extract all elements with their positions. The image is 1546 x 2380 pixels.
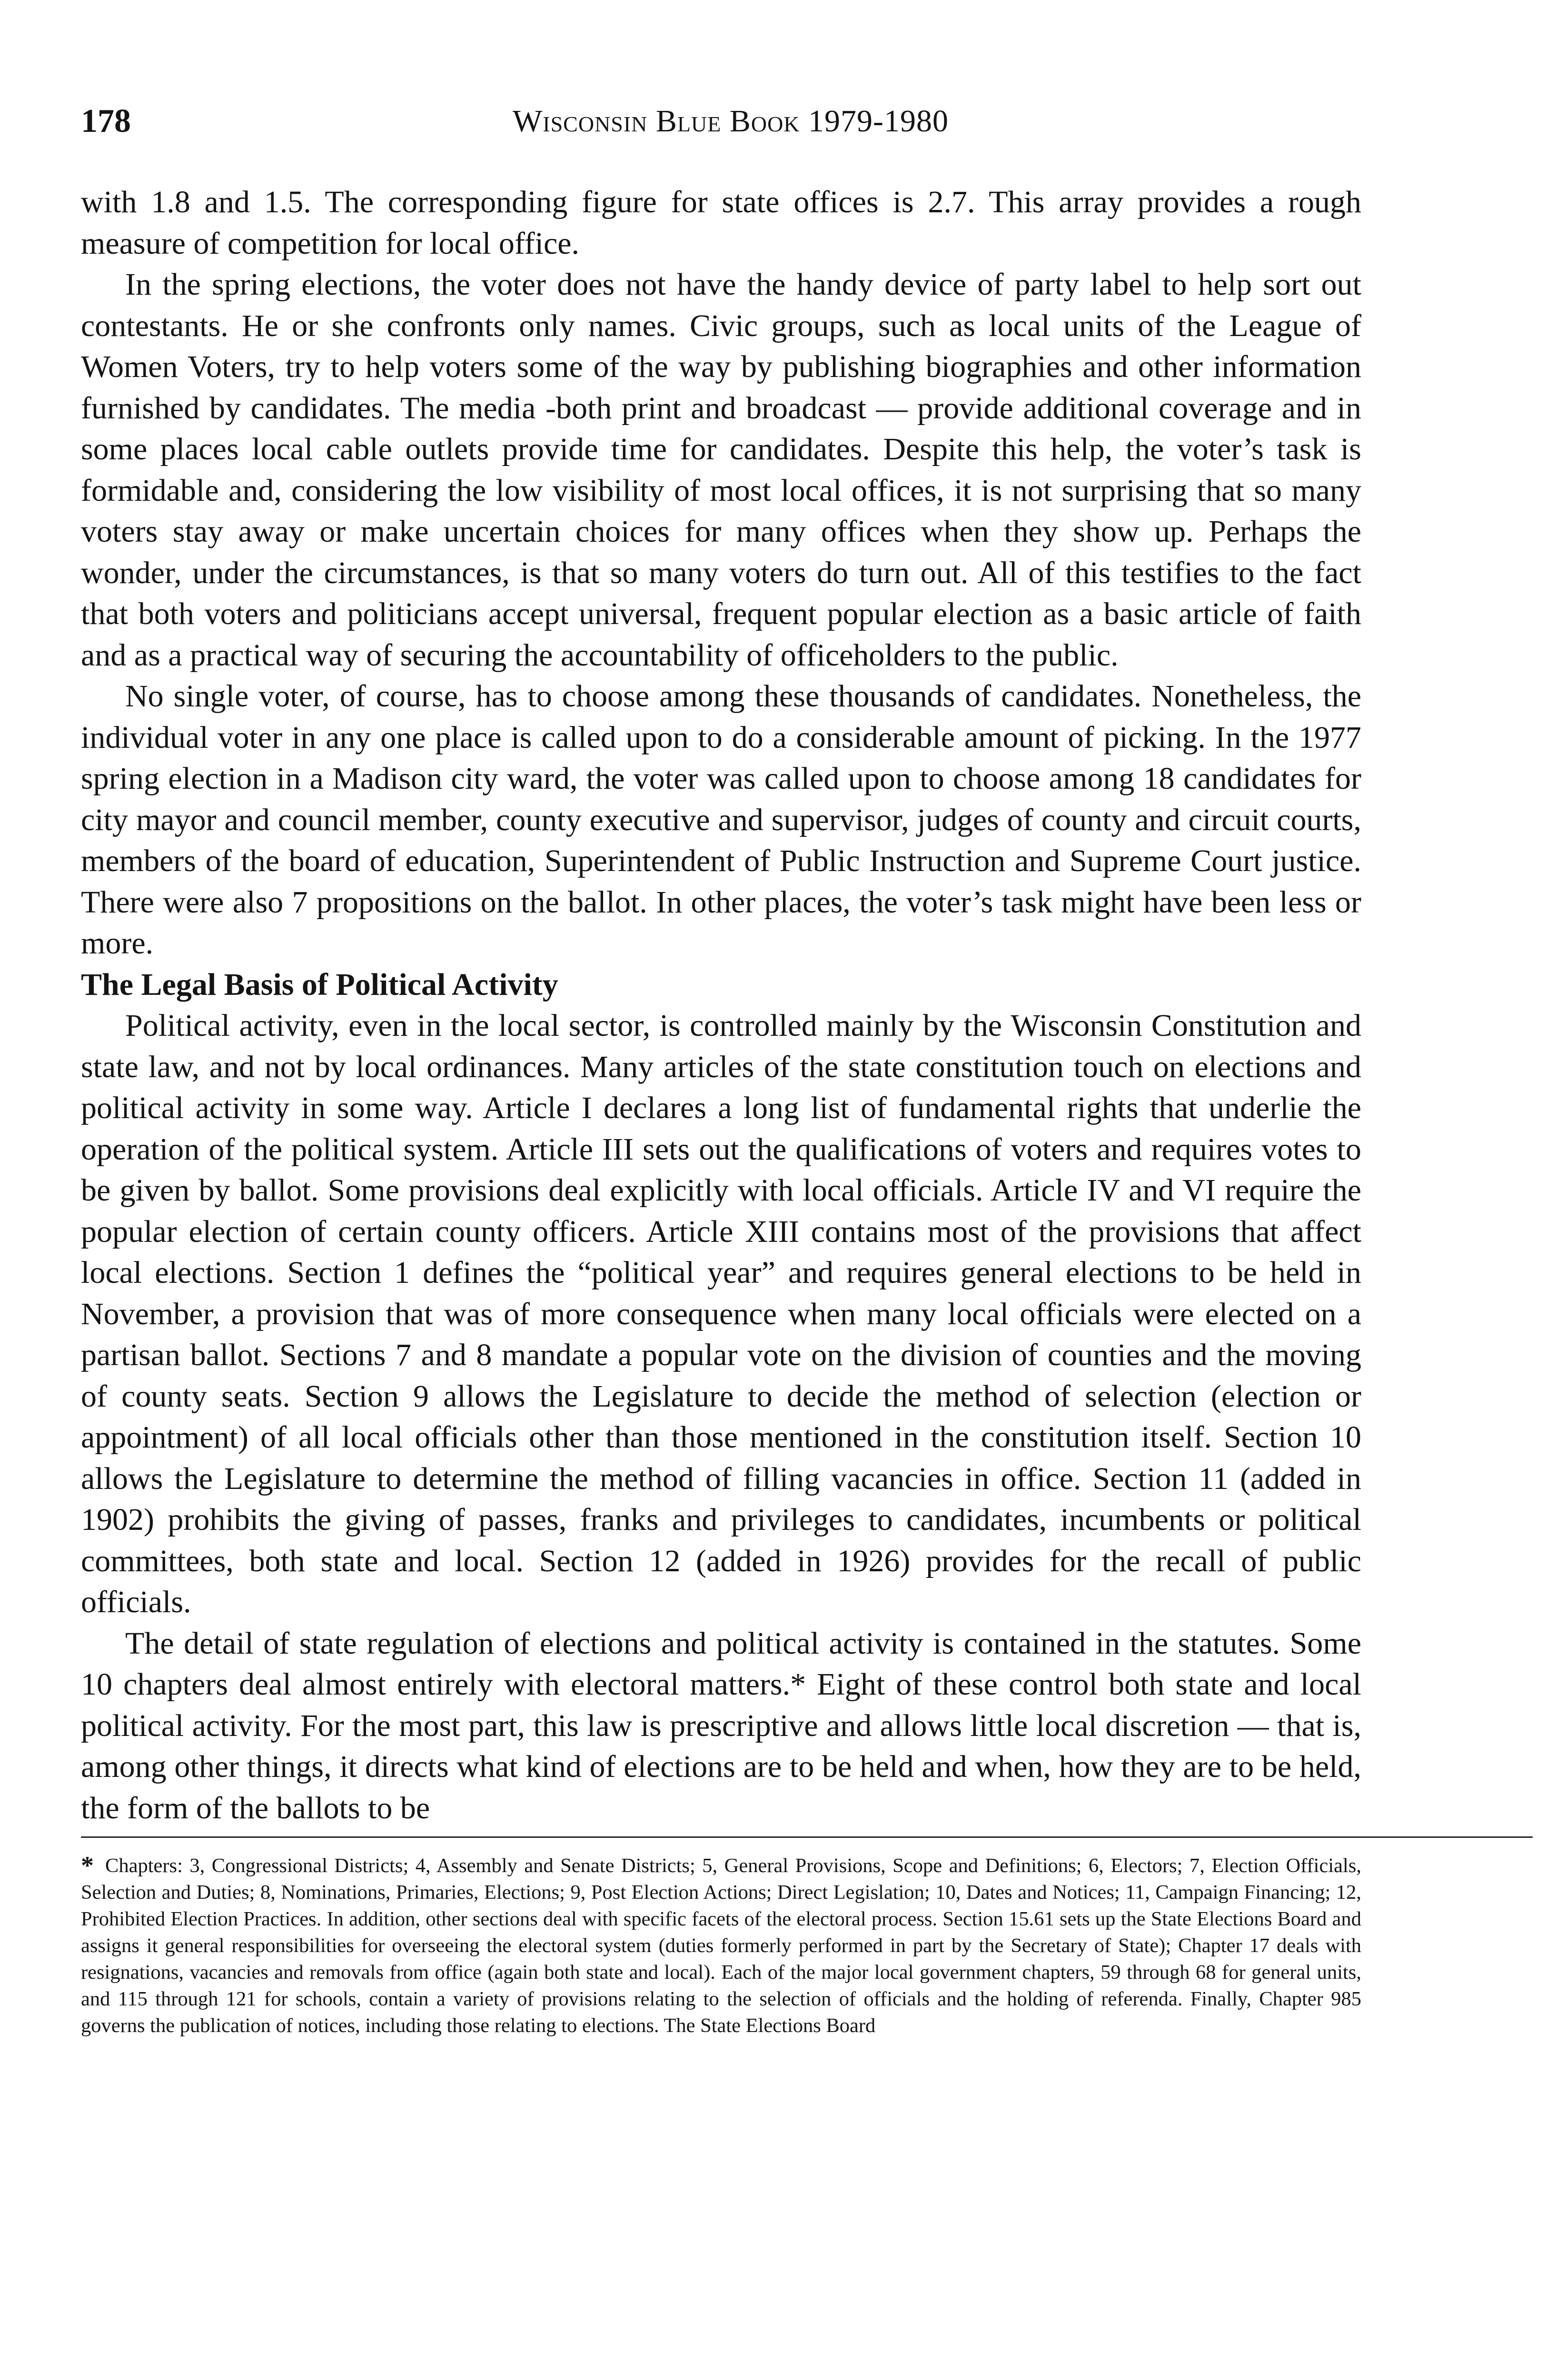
footnote xyxy=(81,1852,1361,2039)
running-title: Wisconsin Blue Book 1979-1980 xyxy=(512,104,949,139)
book-page xyxy=(81,95,1361,2039)
section-heading: The Legal Basis of Political Activity xyxy=(81,967,558,1002)
running-header xyxy=(81,95,1361,148)
footnote-marker: * xyxy=(81,1851,94,1880)
footnote-text: Chapters: 3, Congressional Districts; 4, Assembly and Senate Districts; 5, General Provisions, Scope and Definitions; 6, Electors; 7, Election Officials, Selection and Duties; 8, Nominations, Primaries, Elections; 9, Post Election Actions; Direct Legislation; 10, Dates and Notices; 11, Campaign Financing; 12, Prohibited Election Practices. In addition, other sections deal with specific facets of the electoral process. Section 15.61 sets up the State Elections Board and assigns it general responsibilities for overseeing the electoral system (duties formerly performed in part by the Secretary of State); Chapter 17 deals with resignations, vacancies and removals from office (again both state and local). Each of the major local government chapters, 59 through 68 for general units, and 115 through 121 for schools, contain a variety of provisions relating to the selection of officials and the holding of referenda. Finally, Chapter 985 governs the publication of notices, including those relating to elections. The State Elections Board xyxy=(81,1854,1361,2037)
paragraph-spring-elections: In the spring elections, the voter does not have the handy device of party label to help sort out contestants. He or she confronts only names. Civic groups, such as local units of the League of Women Voters, try to help voters some of the way by publishing biographies and other information furnished by candidates. The media -both print and broadcast — provide additional coverage and in some places local cable outlets provide time for candidates. Despite this help, the voter’s task is formidable and, considering the low visibility of most local offices, it is not surprising that so many voters stay away or make uncertain choices for many offices when they show up. Perhaps the wonder, under the circumstances, is that so many voters do turn out. All of this testifies to the fact that both voters and politicians accept universal, frequent popular election as a basic article of faith and as a practical way of securing the accountability of officeholders to the public. xyxy=(81,267,1361,673)
footnote-paragraph xyxy=(81,1852,1361,2039)
footnote-divider xyxy=(81,1836,1533,1838)
paragraph-single-voter: No single voter, of course, has to choose among these thousands of candidates. Nonetheless, the individual voter in any one place is called upon to do a considerable amount of picking. In the 1977 spring election in a Madison city ward, the voter was called upon to choose among 18 candidates for city mayor and council member, county executive and supervisor, judges of county and circuit courts, members of the board of education, Superintendent of Public Instruction and Supreme Court justice. There were also 7 propositions on the ballot. In other places, the voter’s task might have been less or more. xyxy=(81,679,1361,961)
body-text xyxy=(81,182,1361,1829)
paragraph-continued: with 1.8 and 1.5. The corresponding figure for state offices is 2.7. This array provides a rough measure of competition for local office. xyxy=(81,185,1361,261)
paragraph-state-regulation: The detail of state regulation of elections and political activity is contained in the statutes. Some 10 chapters deal almost entirely with electoral matters.* Eight of these control both state and local political activity. For the most part, this law is prescriptive and allows little local discretion — that is, among other things, it directs what kind of elections are to be held and when, how they are to be held, the form of the ballots to be xyxy=(81,1626,1361,1825)
page-number: 178 xyxy=(81,103,131,139)
paragraph-legal-basis: Political activity, even in the local sector, is controlled mainly by the Wisconsin Constitution and state law, and not by local ordinances. Many articles of the state constitution touch on elections and political activity in some way. Article I declares a long list of fundamental rights that underlie the operation of the political system. Article III sets out the qualifications of voters and requires votes to be given by ballot. Some provisions deal explicitly with local officials. Article IV and VI require the popular election of certain county officers. Article XIII contains most of the provisions that affect local elections. Section 1 defines the “political year” and requires general elections to be held in November, a provision that was of more consequence when many local officials were elected on a partisan ballot. Sections 7 and 8 mandate a popular vote on the division of counties and the moving of county seats. Section 9 allows the Legislature to decide the method of selection (election or appointment) of all local officials other than those mentioned in the constitution itself. Section 10 allows the Legislature to determine the method of filling vacancies in office. Section 11 (added in 1902) prohibits the giving of passes, franks and privileges to candidates, incumbents or political committees, both state and local. Section 12 (added in 1926) provides for the recall of public officials. xyxy=(81,1008,1361,1619)
